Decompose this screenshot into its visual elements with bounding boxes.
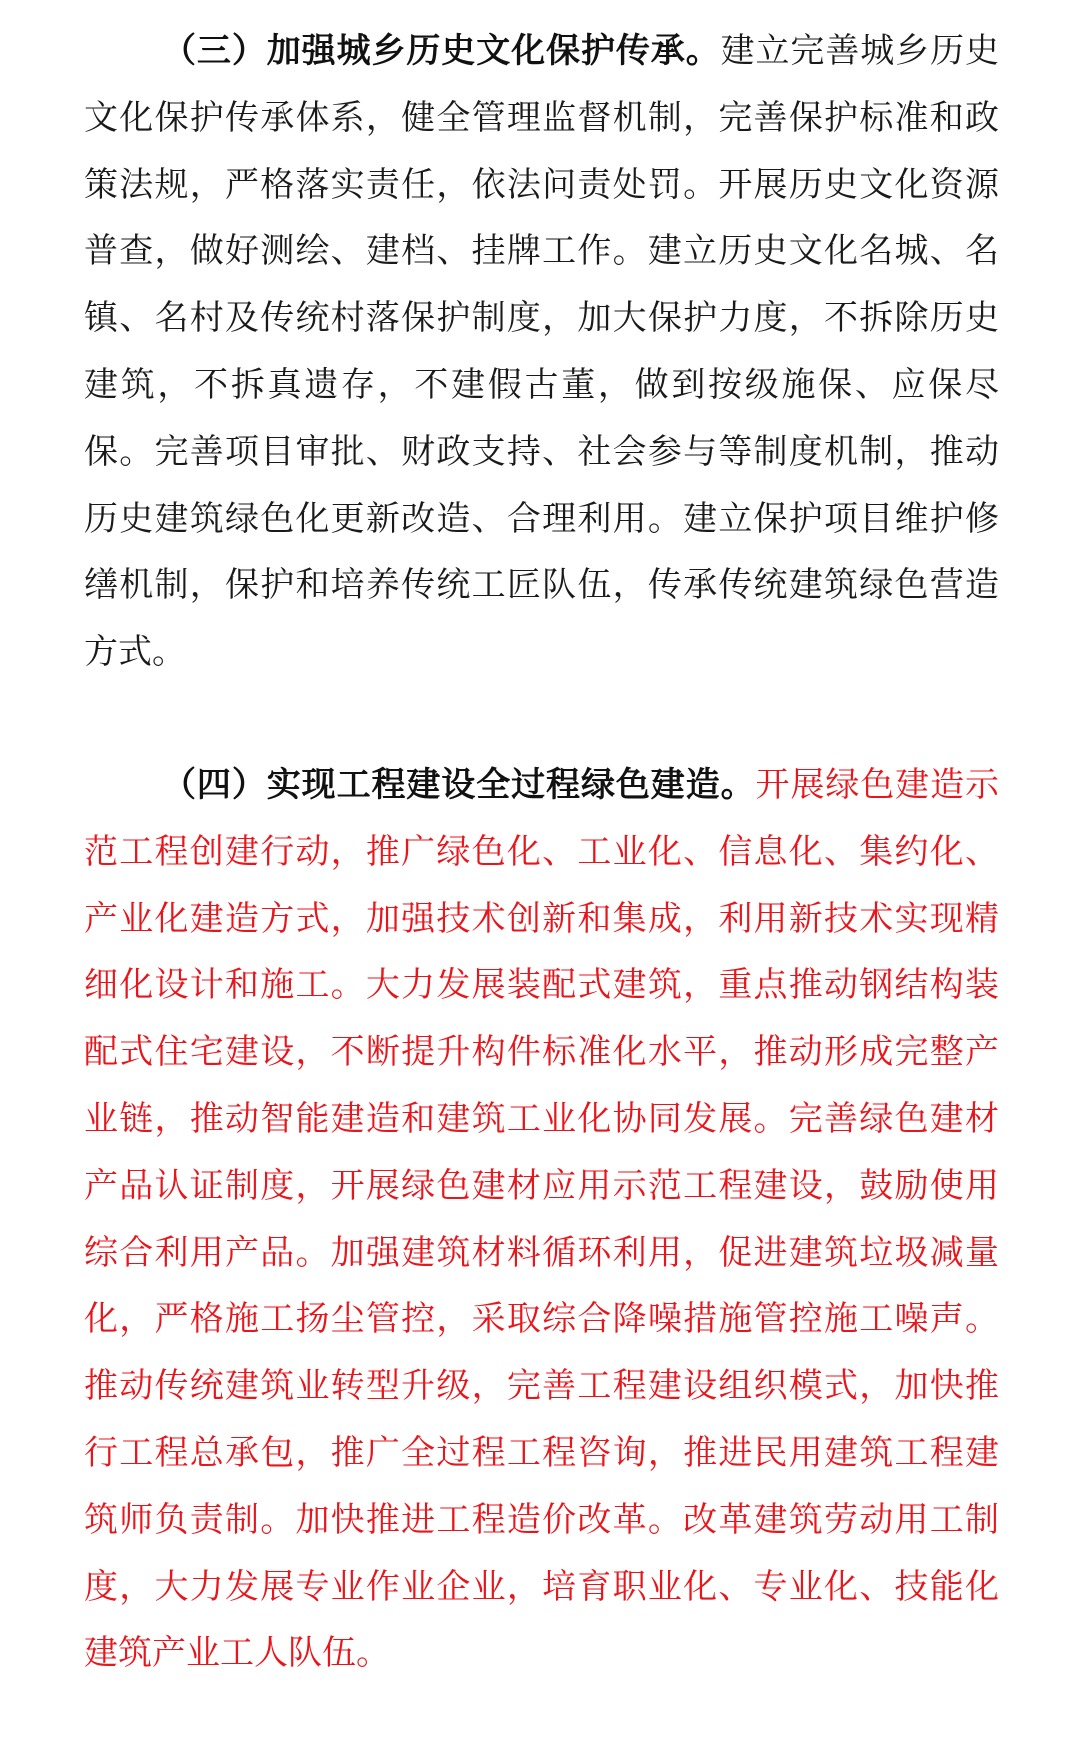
section-3-heading: （三）加强城乡历史文化保护传承。 — [162, 31, 721, 71]
paragraph-section-4 — [84, 752, 999, 1687]
paragraph-section-3 — [84, 18, 999, 686]
document-page — [84, 18, 999, 1687]
section-4-heading: （四）实现工程建设全过程绿色建造。 — [162, 764, 756, 805]
section-3-body: 建立完善城乡历史文化保护传承体系，健全管理监督机制，完善保护标准和政策法规，严格落实责任，依法问责处罚。开展历史文化资源普查，做好测绘、建档、挂牌工作。建立历史文化名城、名镇、名村及传统村落保护制度，加大保护力度，不拆除历史建筑，不拆真遗存，不建假古董，做到按级施保、应保尽保。完善项目审批、财政支持、社会参与等制度机制，推动历史建筑绿色化更新改造、合理利用。建立保护项目维护修缮机制，保护和培养传统工匠队伍，传承传统建筑绿色营造方式。 — [84, 31, 1000, 673]
section-4-body-highlighted: 开展绿色建造示范工程创建行动，推广绿色化、工业化、信息化、集约化、产业化建造方式，加强技术创新和集成，利用新技术实现精细化设计和施工。大力发展装配式建筑，重点推动钢结构装配式住宅建设，不断提升构件标准化水平，推动形成完整产业链，推动智能建造和建筑工业化协同发展。完善绿色建材产品认证制度，开展绿色建材应用示范工程建设，鼓励使用综合利用产品。加强建筑材料循环利用，促进建筑垃圾减量化，严格施工扬尘管控，采取综合降噪措施管控施工噪声。推动传统建筑业转型升级，完善工程建设组织模式，加快推行工程总承包，推广全过程工程咨询，推进民用建筑工程建筑师负责制。加快推进工程造价改革。改革建筑劳动用工制度，大力发展专业作业企业，培育职业化、专业化、技能化建筑产业工人队伍。 — [84, 764, 1000, 1674]
